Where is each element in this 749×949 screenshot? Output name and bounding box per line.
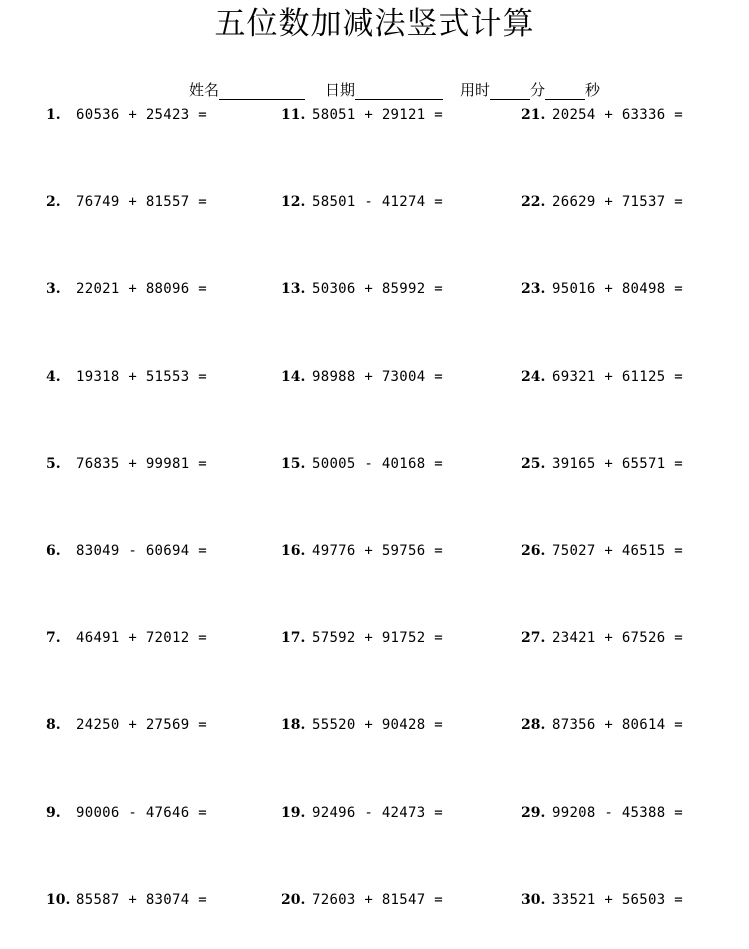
problem-number: 29.: [521, 805, 546, 821]
minute-label: 分: [530, 81, 546, 99]
problem-number: 28.: [521, 717, 546, 733]
problem-number: 11.: [281, 107, 306, 123]
problem-expression: 58501 - 41274 =: [312, 194, 443, 210]
problem-number: 23.: [521, 281, 546, 297]
problem-number: 16.: [281, 543, 306, 559]
problem-expression: 39165 + 65571 =: [552, 456, 683, 472]
problem-number: 15.: [281, 456, 306, 472]
problem-number: 1.: [46, 107, 61, 123]
date-blank[interactable]: [355, 83, 443, 100]
problem-number: 30.: [521, 892, 546, 908]
problem-expression: 69321 + 61125 =: [552, 369, 683, 385]
problem-number: 26.: [521, 543, 546, 559]
problem-expression: 19318 + 51553 =: [76, 369, 207, 385]
problem-number: 24.: [521, 369, 546, 385]
problem-number: 18.: [281, 717, 306, 733]
problem-expression: 20254 + 63336 =: [552, 107, 683, 123]
problem-expression: 23421 + 67526 =: [552, 630, 683, 646]
problem-expression: 87356 + 80614 =: [552, 717, 683, 733]
name-field: [189, 80, 305, 100]
problem-expression: 83049 - 60694 =: [76, 543, 207, 559]
problem-expression: 72603 + 81547 =: [312, 892, 443, 908]
problem-expression: 92496 - 42473 =: [312, 805, 443, 821]
time-field: [460, 80, 600, 100]
problem-expression: 95016 + 80498 =: [552, 281, 683, 297]
problem-number: 19.: [281, 805, 306, 821]
problem-expression: 76835 + 99981 =: [76, 456, 207, 472]
worksheet-title: 五位数加减法竖式计算: [214, 6, 535, 42]
problem-number: 7.: [46, 630, 61, 646]
problem-number: 22.: [521, 194, 546, 210]
name-label: 姓名: [189, 81, 220, 99]
problem-number: 6.: [46, 543, 61, 559]
problem-expression: 90006 - 47646 =: [76, 805, 207, 821]
date-label: 日期: [325, 81, 356, 99]
problem-expression: 99208 - 45388 =: [552, 805, 683, 821]
problem-expression: 24250 + 27569 =: [76, 717, 207, 733]
problem-number: 8.: [46, 717, 61, 733]
problem-expression: 60536 + 25423 =: [76, 107, 207, 123]
problem-number: 2.: [46, 194, 61, 210]
problem-expression: 50005 - 40168 =: [312, 456, 443, 472]
name-blank[interactable]: [219, 83, 305, 100]
problem-expression: 46491 + 72012 =: [76, 630, 207, 646]
problem-expression: 85587 + 83074 =: [76, 892, 207, 908]
problem-number: 9.: [46, 805, 61, 821]
second-label: 秒: [585, 81, 601, 99]
minutes-blank[interactable]: [490, 83, 530, 100]
problem-number: 13.: [281, 281, 306, 297]
problem-number: 3.: [46, 281, 61, 297]
problem-number: 12.: [281, 194, 306, 210]
date-field: [325, 80, 443, 100]
problem-number: 25.: [521, 456, 546, 472]
time-label: 用时: [460, 81, 491, 99]
problem-expression: 50306 + 85992 =: [312, 281, 443, 297]
seconds-blank[interactable]: [545, 83, 585, 100]
problem-number: 20.: [281, 892, 306, 908]
problem-expression: 26629 + 71537 =: [552, 194, 683, 210]
problem-expression: 55520 + 90428 =: [312, 717, 443, 733]
problem-expression: 76749 + 81557 =: [76, 194, 207, 210]
problem-number: 27.: [521, 630, 546, 646]
problem-expression: 58051 + 29121 =: [312, 107, 443, 123]
problem-expression: 22021 + 88096 =: [76, 281, 207, 297]
problem-number: 5.: [46, 456, 61, 472]
problem-expression: 57592 + 91752 =: [312, 630, 443, 646]
problem-number: 10.: [46, 892, 71, 908]
problem-expression: 98988 + 73004 =: [312, 369, 443, 385]
problem-number: 14.: [281, 369, 306, 385]
problem-number: 17.: [281, 630, 306, 646]
problem-number: 21.: [521, 107, 546, 123]
problem-expression: 75027 + 46515 =: [552, 543, 683, 559]
problem-number: 4.: [46, 369, 61, 385]
problem-expression: 49776 + 59756 =: [312, 543, 443, 559]
problem-expression: 33521 + 56503 =: [552, 892, 683, 908]
